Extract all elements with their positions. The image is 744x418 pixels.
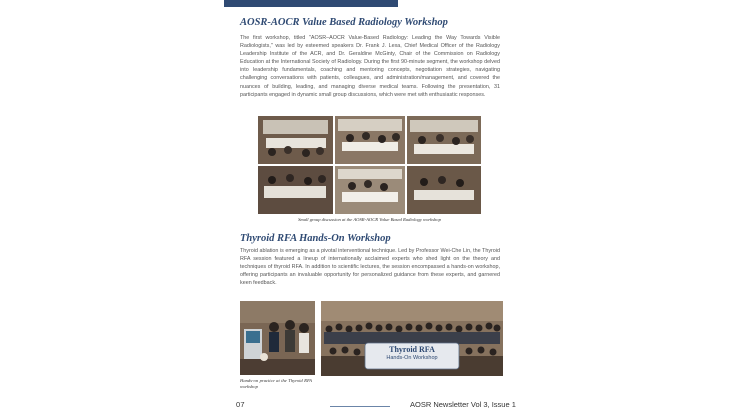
banner-subtitle: Hands-On Workshop (386, 355, 438, 361)
hands-on-graphic (240, 301, 315, 375)
section-title-value-based-radiology: AOSR-AOCR Value Based Radiology Workshop (240, 17, 448, 28)
thyroid-rfa-group-photo (321, 301, 503, 376)
footer-divider (330, 406, 390, 407)
workshop-banner (365, 345, 459, 362)
section-body-value-based-radiology: The first workshop, titled "AOSR–AOCR Value-Based Radiology: Leading the Way Towards Visible Radiologists," was led by esteemed speakers Dr. Frank J. Lexa, Chief Medical Officer of the Radiology Leadership Institute of the ACR, and Dr. Geraldine McGinty, Chair of the Commission on Radiology Education at the International Society of Radiology. During the first 90-minute segment, the workshop delved into leadership fundamentals, coaching and mentoring concepts, negotiation strategies, navigating challenging conversations with patients, colleagues, and administration/management, and covered the nuances of building, leading, and managing diverse medical teams. Following the presentation, 31 participants engaged in dynamic small group discussions, which were met with enthusiastic responses. (240, 35, 500, 98)
group-photo-graphic (321, 301, 503, 376)
hands-on-practice-photo (240, 301, 315, 375)
section-body-thyroid-rfa: Thyroid ablation is emerging as a pivotal interventional technique. Led by Professor Wei-Che Lin, the Thyroid RFA session featured a lineup of internationally acclaimed experts who shed light on the theory and techniques of thyroid RFA. In addition to scientific lectures, the session encompassed a hands-on workshop, offering participants an invaluable opportunity for personalized guidance from these experts, and garnered keen feedback. (240, 248, 500, 287)
page-number: 07 (236, 400, 245, 409)
header-accent-bar (224, 0, 398, 7)
banner-title: Thyroid RFA (389, 345, 435, 354)
collage-graphic (258, 116, 481, 214)
small-group-discussion-photo (258, 116, 481, 214)
section-title-thyroid-rfa: Thyroid RFA Hands-On Workshop (240, 233, 391, 244)
hands-on-photo-caption: Hands-on practice at the Thyroid RFA workshop (240, 378, 312, 389)
newsletter-issue: AOSR Newsletter Vol 3, Issue 1 (410, 400, 516, 409)
small-group-photo-caption: Small group discussion at the AOSR-AOCR Value Based Radiology workshop (298, 217, 441, 222)
